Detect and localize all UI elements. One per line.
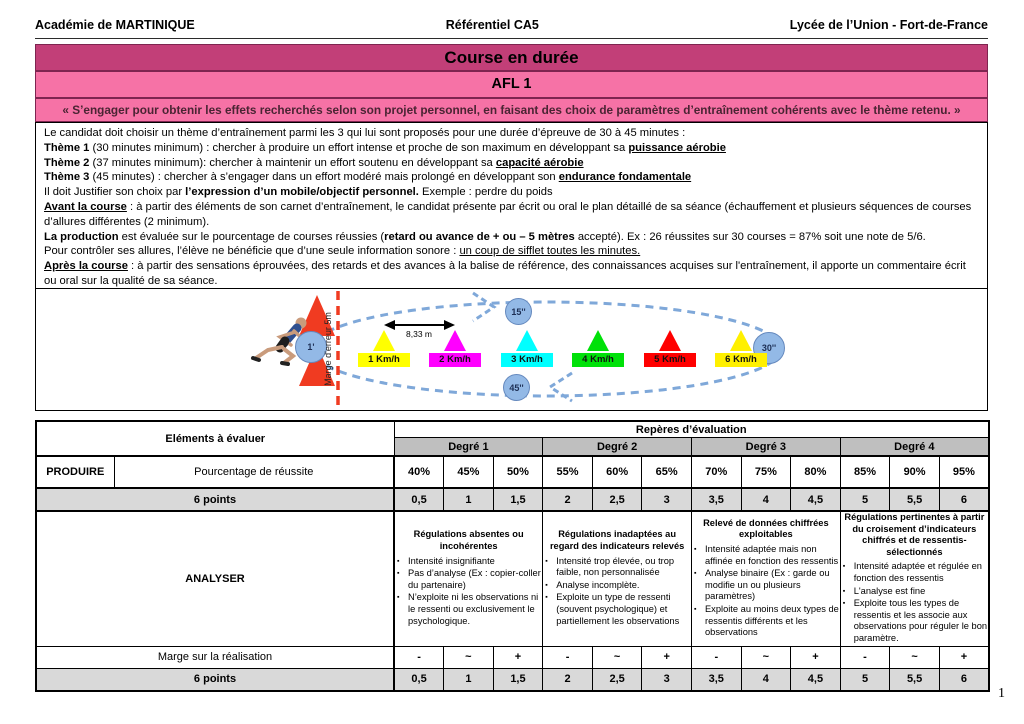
- speed-cone-label: 5 Km/h: [644, 353, 696, 367]
- bullet-icon: ▪: [545, 581, 548, 589]
- descriptor-degree-4: [840, 511, 989, 646]
- descriptor-bullet: [545, 592, 691, 627]
- time-marker-15s: 15'': [505, 298, 532, 325]
- document-header: [35, 16, 988, 39]
- points-cell: 2,5: [592, 668, 642, 691]
- bullet-text: Intensité adaptée mais non affinée en fonction des ressentis: [704, 544, 839, 566]
- percentage-cell: 40%: [394, 456, 444, 488]
- evaluation-table-body: [36, 421, 989, 691]
- bullet-icon: ▪: [842, 587, 846, 595]
- descriptor-degree-2: [543, 511, 692, 646]
- title-banner: Course en durée: [35, 44, 988, 71]
- points-cell: 5,5: [890, 668, 940, 691]
- points-cell: 5: [840, 668, 890, 691]
- points-cell: 5: [840, 488, 890, 511]
- analyser-label: ANALYSER: [36, 511, 394, 646]
- percentage-cell: 65%: [642, 456, 692, 488]
- points-cell: 1,5: [493, 488, 543, 511]
- speed-cone-icon: [587, 330, 609, 351]
- speed-cone-label: 1 Km/h: [358, 353, 410, 367]
- bullet-text: Intensité trop élevée, ou trop faible, non personnalisée: [556, 555, 675, 578]
- marge-symbol-cell: ~: [444, 646, 494, 668]
- descriptor-bullet: [545, 580, 691, 592]
- points-cell: 3: [642, 488, 692, 511]
- marge-symbol-cell: ~: [741, 646, 791, 668]
- percentage-cell: 70%: [691, 456, 741, 488]
- distance-label: 8,33 m: [406, 329, 432, 339]
- afl-banner: AFL 1: [35, 71, 988, 98]
- bullet-text: Exploite un type de ressenti (souvent psychologique) et partiellement les observations: [556, 592, 680, 626]
- points-cell: 1: [444, 488, 494, 511]
- bullet-icon: ▪: [842, 600, 846, 608]
- bullet-text: Pas d’analyse (Ex : copier-coller du partenaire): [408, 568, 541, 590]
- descriptor-degree-3: [691, 511, 840, 646]
- marge-symbol-cell: +: [939, 646, 989, 668]
- descriptor-title: Régulations inadaptées au regard des indicateurs relevés: [549, 529, 685, 552]
- bullet-icon: ▪: [842, 563, 846, 571]
- degree-header-2: Degré 2: [543, 438, 692, 457]
- percentage-cell: 60%: [592, 456, 642, 488]
- marge-symbol-cell: ~: [592, 646, 642, 668]
- points-cell: 4,5: [791, 668, 841, 691]
- description-box: [35, 122, 988, 290]
- descriptor-bullet: [843, 586, 988, 598]
- marge-symbol-cell: +: [642, 646, 692, 668]
- descriptor-bullet: [694, 568, 840, 603]
- points-cell: 0,5: [394, 668, 444, 691]
- speed-cone-icon: [373, 330, 395, 351]
- marge-symbol-cell: -: [840, 646, 890, 668]
- percentage-cell: 50%: [493, 456, 543, 488]
- percentage-cell: 45%: [444, 456, 494, 488]
- description-line: Pour contrôler ses allures, l’élève ne bénéficie que d’une seule information sonore : un coup de sifflet toutes les minutes.: [44, 245, 641, 258]
- bullet-icon: ▪: [545, 594, 548, 602]
- speed-cone-icon: [659, 330, 681, 351]
- page-number: 1: [998, 686, 1005, 701]
- points-cell: 6: [939, 488, 989, 511]
- description-line: Thème 3 (45 minutes) : chercher à s’engager dans un effort modéré mais prolongé en développant son endurance fondamentale: [44, 171, 692, 184]
- descriptor-bullet: [397, 592, 542, 627]
- bullet-icon: ▪: [693, 546, 697, 554]
- points-label-analyser: 6 points: [36, 668, 394, 691]
- marge-label: Marge sur la réalisation: [36, 646, 394, 668]
- description-line: Avant la course : à partir des éléments de son carnet d’entraînement, le candidat présente par écrit ou oral le plan détaillé de sa séance (échauffement et plusieurs séquences de courses d’allures différentes (2 minimum).: [44, 200, 972, 228]
- description-line: Il doit Justifier son choix par l’expression d’un mobile/objectif personnel. Exemple : perdre du poids: [44, 186, 553, 199]
- points-cell: 4: [741, 488, 791, 511]
- marge-symbol-cell: ~: [890, 646, 940, 668]
- descriptor-bullet: [694, 544, 840, 567]
- descriptor-bullet: [843, 561, 988, 584]
- points-cell: 2: [543, 488, 593, 511]
- marge-symbol-cell: -: [543, 646, 593, 668]
- speed-cone-icon: [730, 330, 752, 351]
- points-cell: 3: [642, 668, 692, 691]
- produire-label: PRODUIRE: [36, 456, 114, 488]
- points-cell: 2: [543, 668, 593, 691]
- descriptor-degree-1: [394, 511, 543, 646]
- percentage-cell: 55%: [543, 456, 593, 488]
- bullet-text: N’exploite ni les observations ni le ressenti ou exclusivement le psychologique.: [408, 592, 539, 626]
- description-line: La production est évaluée sur le pourcentage de courses réussies (retard ou avance de + ou – 5 mètres accepté). Ex : 26 réussites sur 30 courses = 87% soit une note de 5/6.: [44, 230, 926, 243]
- bullet-icon: ▪: [397, 570, 400, 578]
- marge-symbol-cell: +: [493, 646, 543, 668]
- descriptor-bullet: [397, 568, 542, 591]
- time-marker-45s: 45'': [503, 374, 530, 401]
- descriptor-title: Relevé de données chiffrées exploitables: [703, 517, 829, 540]
- bullet-icon: ▪: [397, 594, 400, 602]
- time-marker-start: 1': [295, 331, 327, 363]
- points-cell: 1: [444, 668, 494, 691]
- percentage-cell: 90%: [890, 456, 940, 488]
- speed-cone-label: 3 Km/h: [501, 353, 553, 367]
- bullet-text: Intensité insignifiante: [408, 555, 495, 566]
- points-cell: 0,5: [394, 488, 444, 511]
- percentage-cell: 80%: [791, 456, 841, 488]
- descriptor-bullet: [694, 604, 840, 639]
- description-line: Thème 1 (30 minutes minimum) : chercher à produire un effort intense et proche de son maximum en développant sa puissance aérobie: [44, 141, 726, 154]
- bullet-icon: ▪: [545, 557, 548, 565]
- points-cell: 6: [939, 668, 989, 691]
- description-lines: [44, 126, 979, 289]
- course-diagram: [35, 288, 988, 411]
- degree-header-1: Degré 1: [394, 438, 543, 457]
- descriptor-title: Régulations absentes ou incohérentes: [413, 529, 524, 552]
- points-cell: 1,5: [493, 668, 543, 691]
- evaluation-table: [35, 420, 990, 692]
- direction-arrow-top-icon: [473, 293, 494, 321]
- produire-criterion: Pourcentage de réussite: [114, 456, 394, 488]
- speed-cone-icon: [444, 330, 466, 351]
- points-cell: 2,5: [592, 488, 642, 511]
- percentage-cell: 75%: [741, 456, 791, 488]
- reperes-header: Repères d’évaluation: [394, 421, 989, 438]
- percentage-cell: 95%: [939, 456, 989, 488]
- bullet-icon: ▪: [693, 570, 697, 578]
- error-margin-label: Marge d'erreur 5m: [323, 312, 333, 386]
- bullet-icon: ▪: [693, 606, 697, 614]
- points-cell: 3,5: [691, 488, 741, 511]
- percentage-cell: 85%: [840, 456, 890, 488]
- bullet-text: Exploite tous les types de ressentis et les associe aux observations pour réguler le bon paramètre.: [853, 598, 988, 644]
- header-referentiel: Référentiel CA5: [445, 18, 539, 32]
- description-line: Le candidat doit choisir un thème d’entraînement parmi les 3 qui lui sont proposés pour une durée d’épreuve de 30 à 45 minutes :: [44, 127, 686, 139]
- descriptor-bullet: [545, 556, 691, 579]
- speed-cone-label: 6 Km/h: [715, 353, 767, 367]
- points-cell: 4,5: [791, 488, 841, 511]
- elements-header: Eléments à évaluer: [36, 421, 394, 456]
- points-cell: 5,5: [890, 488, 940, 511]
- header-lycee: Lycée de l’Union - Fort-de-France: [789, 18, 988, 32]
- marge-symbol-cell: +: [791, 646, 841, 668]
- marge-symbol-cell: -: [394, 646, 444, 668]
- degree-header-4: Degré 4: [840, 438, 989, 457]
- description-line: Thème 2 (37 minutes minimum): chercher à maintenir un effort soutenu en développant sa capacité aérobie: [44, 156, 584, 169]
- header-academy: Académie de MARTINIQUE: [35, 18, 195, 32]
- points-cell: 4: [741, 668, 791, 691]
- speed-cone-label: 4 Km/h: [572, 353, 624, 367]
- bullet-text: Exploite au moins deux types de ressentis différents et les observations: [704, 604, 839, 638]
- bullet-text: Analyse binaire (Ex : garde ou modifie un ou plusieurs paramètres): [704, 568, 830, 602]
- points-label-produire: 6 points: [36, 488, 394, 511]
- bullet-icon: ▪: [397, 557, 400, 565]
- description-line: Après la course : à partir des sensations éprouvées, des retards et des avances à la balise de référence, des connaissances acquises sur l'entraînement, il apporte un commentaire écrit ou oral sur la qualité de sa séance.: [44, 260, 966, 287]
- marge-symbol-cell: -: [691, 646, 741, 668]
- bullet-text: L'analyse est fine: [853, 585, 926, 596]
- quote-banner: « S’engager pour obtenir les effets recherchés selon son projet personnel, en faisant des choix de paramètres d’entraînement cohérents avec le thème retenu. »: [35, 98, 988, 122]
- points-cell: 3,5: [691, 668, 741, 691]
- bullet-text: Intensité adaptée et régulée en fonction des ressentis: [853, 561, 982, 584]
- descriptor-bullet: [843, 598, 988, 644]
- speed-cone-label: 2 Km/h: [429, 353, 481, 367]
- bullet-text: Analyse incomplète.: [556, 579, 640, 590]
- degree-header-3: Degré 3: [691, 438, 840, 457]
- descriptor-title: Régulations pertinentes à partir du croisement d’indicateurs chiffrés et de ressentis-sélectionnés: [844, 512, 985, 557]
- time-marker-30s: 30'': [753, 332, 785, 364]
- descriptor-bullet: [397, 556, 542, 568]
- speed-cone-icon: [516, 330, 538, 351]
